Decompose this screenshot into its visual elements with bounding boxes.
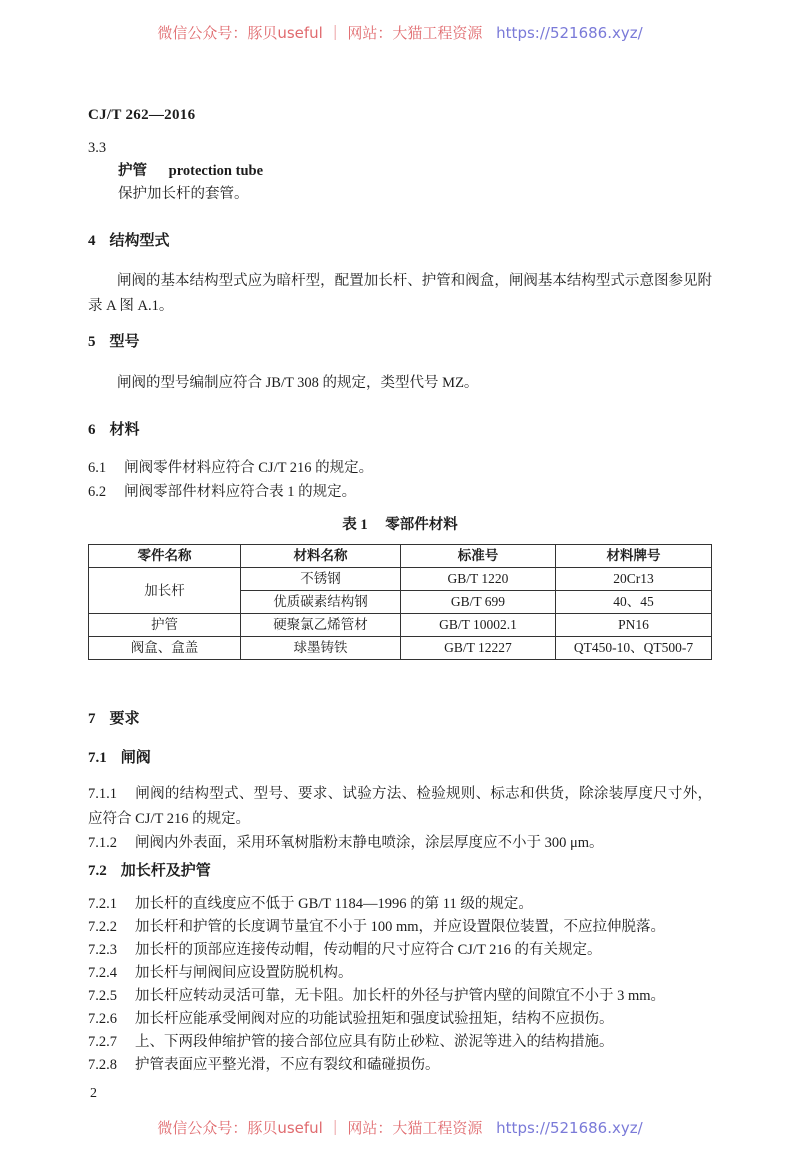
table-1-caption [88, 514, 712, 536]
table-caption-title: 零部件材料 [385, 517, 458, 533]
clause-text: 护管表面应平整光滑，不应有裂纹和磕碰损伤。 [135, 1057, 440, 1073]
clause-number: 7.2.6 [88, 1011, 117, 1027]
table-row [89, 614, 712, 637]
column-header-grade: 材料牌号 [556, 545, 712, 568]
clause-7-1-1 [88, 782, 712, 832]
clause-7-2-7 [88, 1031, 712, 1053]
section-4-paragraph: 闸阀的基本结构型式应为暗杆型，配置加长杆、护管和阀盒，闸阀基本结构型式示意图参见附录 A 图 A.1。 [88, 273, 712, 314]
section-number: 6 [88, 422, 96, 438]
cell-grade: 20Cr13 [556, 568, 712, 591]
cell-material: 不锈钢 [241, 568, 401, 591]
clause-7-2-3 [88, 939, 712, 961]
section-number: 5 [88, 334, 96, 350]
clause-7-2-5 [88, 985, 712, 1007]
clause-number: 7.2.2 [88, 919, 117, 935]
cell-standard: GB/T 1220 [401, 568, 556, 591]
clause-text: 闸阀零部件材料应符合表 1 的规定。 [124, 484, 357, 500]
section-7-2-heading [88, 860, 712, 882]
clause-7-2-1 [88, 893, 712, 915]
document-code: CJ/T 262—2016 [88, 107, 196, 123]
cell-standard: GB/T 10002.1 [401, 614, 556, 637]
clause-text: 加长杆应转动灵活可靠，无卡阻。加长杆的外径与护管内壁的间隙宜不小于 3 mm。 [135, 988, 666, 1004]
materials-table [88, 544, 712, 660]
table-header-row [89, 545, 712, 568]
column-header-standard: 标准号 [401, 545, 556, 568]
clause-number: 7.2.4 [88, 965, 117, 981]
clause-number: 7.1.2 [88, 835, 117, 851]
watermark-link: https://521686.xyz/ [496, 1119, 643, 1137]
table-row [89, 568, 712, 591]
footer-watermark [0, 1117, 800, 1139]
clause-number: 7.2.7 [88, 1034, 117, 1050]
clause-3-3-number: 3.3 [88, 140, 107, 156]
clause-text: 加长杆的顶部应连接传动帽，传动帽的尺寸应符合 CJ/T 216 的有关规定。 [135, 942, 602, 958]
term-zh: 护管 [118, 163, 147, 179]
header-watermark [0, 22, 800, 44]
column-header-material: 材料名称 [241, 545, 401, 568]
cell-standard: GB/T 12227 [401, 637, 556, 660]
term-line [88, 160, 712, 182]
section-title: 材料 [109, 422, 140, 438]
clause-6-2 [88, 481, 712, 503]
clause-number: 7.2.1 [88, 896, 117, 912]
section-7-heading [88, 708, 712, 730]
cell-part: 护管 [89, 614, 241, 637]
section-6-heading [88, 419, 712, 441]
clause-7-2-2 [88, 916, 712, 938]
section-title: 要求 [109, 711, 140, 727]
clause-number: 6.1 [88, 460, 107, 476]
section-title: 型号 [109, 334, 140, 350]
table-caption-label: 表 1 [342, 517, 368, 533]
clause-text: 闸阀零件材料应符合 CJ/T 216 的规定。 [124, 460, 374, 476]
clause-text: 闸阀的结构型式、型号、要求、试验方法、检验规则、标志和供货，除涂装厚度尺寸外，应符合 CJ/T 216 的规定。 [88, 786, 712, 827]
clause-7-1-2 [88, 832, 712, 854]
section-4-heading [88, 230, 712, 252]
clause-text: 加长杆和护管的长度调节量宜不小于 100 mm，并应设置限位装置，不应拉伸脱落。 [135, 919, 666, 935]
cell-grade: QT450-10、QT500-7 [556, 637, 712, 660]
section-number: 7 [88, 711, 96, 727]
section-title: 加长杆及护管 [120, 863, 211, 879]
cell-grade: 40、45 [556, 591, 712, 614]
cell-standard: GB/T 699 [401, 591, 556, 614]
clause-7-2-4 [88, 962, 712, 984]
clause-text: 加长杆应能承受闸阀对应的功能试验扭矩和强度试验扭矩，结构不应损伤。 [135, 1011, 614, 1027]
clause-text: 上、下两段伸缩护管的接合部位应具有防止砂粒、淤泥等进入的结构措施。 [135, 1034, 614, 1050]
section-title: 闸阀 [120, 750, 151, 766]
clause-7-2-6 [88, 1008, 712, 1030]
clause-text: 加长杆与闸阀间应设置防脱机构。 [135, 965, 353, 981]
clause-number: 6.2 [88, 484, 107, 500]
section-number: 4 [88, 233, 96, 249]
watermark-text: 微信公众号：豚贝useful ｜ 网站：大猫工程资源 [157, 24, 483, 42]
cell-material: 硬聚氯乙烯管材 [241, 614, 401, 637]
cell-part: 阀盒、盒盖 [89, 637, 241, 660]
cell-grade: PN16 [556, 614, 712, 637]
page-number: 2 [90, 1086, 97, 1101]
watermark-text: 微信公众号：豚贝useful ｜ 网站：大猫工程资源 [157, 1119, 483, 1137]
section-number: 7.1 [88, 750, 107, 766]
cell-material: 球墨铸铁 [241, 637, 401, 660]
section-title: 结构型式 [109, 233, 170, 249]
clause-6-1 [88, 457, 712, 479]
term-en: protection tube [168, 163, 264, 179]
section-7-1-heading [88, 747, 712, 769]
section-number: 7.2 [88, 863, 107, 879]
clause-text: 闸阀内外表面，采用环氧树脂粉末静电喷涂，涂层厚度应不小于 300 μm。 [135, 835, 604, 851]
table-row [89, 637, 712, 660]
watermark-link: https://521686.xyz/ [496, 24, 643, 42]
term-definition: 保护加长杆的套管。 [118, 186, 249, 202]
cell-part: 加长杆 [89, 568, 241, 614]
column-header-part: 零件名称 [89, 545, 241, 568]
cell-material: 优质碳素结构钢 [241, 591, 401, 614]
clause-number: 7.1.1 [88, 786, 117, 802]
clause-text: 加长杆的直线度应不低于 GB/T 1184—1996 的第 11 级的规定。 [135, 896, 533, 912]
clause-number: 7.2.5 [88, 988, 117, 1004]
section-5-heading [88, 331, 712, 353]
clause-number: 7.2.3 [88, 942, 117, 958]
clause-7-2-8 [88, 1054, 712, 1076]
clause-number: 7.2.8 [88, 1057, 117, 1073]
section-5-paragraph: 闸阀的型号编制应符合 JB/T 308 的规定，类型代号 MZ。 [117, 375, 479, 391]
